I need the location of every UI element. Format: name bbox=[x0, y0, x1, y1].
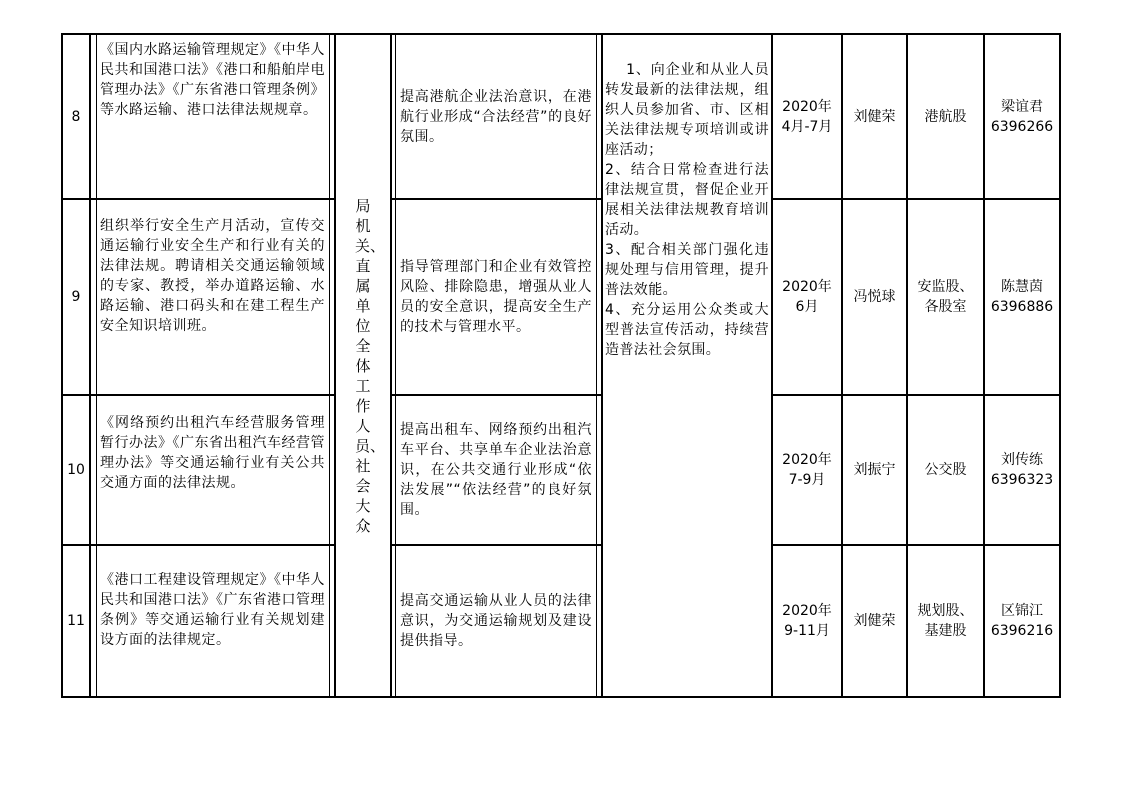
row-number: 8 bbox=[71, 108, 81, 125]
contact-cell: 区锦江 6396216 bbox=[990, 603, 1054, 639]
target-audience-cell: 局机关、直属单位全体工作人员、社会大众 bbox=[355, 196, 386, 535]
inner-col-border bbox=[329, 35, 330, 696]
contact-cell: 梁谊君 6396266 bbox=[990, 98, 1054, 135]
dept-cell: 安监股、各股室 bbox=[917, 279, 974, 315]
col-border bbox=[89, 34, 91, 697]
time-cell: 2020年6月 bbox=[782, 279, 832, 315]
law-content: 组织举行安全生产月活动，宣传交通运输行业安全生产和行业有关的法律法规。聘请相关交通运输领域的专家、教授，举办道路运输、水路运输、港口码头和在建工程生产安全知识培训班。 bbox=[100, 218, 325, 334]
time-cell: 2020年4月-7月 bbox=[781, 98, 833, 135]
row-number: 10 bbox=[67, 462, 85, 478]
row-border bbox=[61, 198, 334, 200]
row-number: 11 bbox=[67, 613, 85, 629]
col-border bbox=[1059, 34, 1061, 697]
leader-cell: 刘健荣 bbox=[853, 108, 896, 125]
time-cell: 2020年9-11月 bbox=[782, 603, 832, 639]
leader-cell: 刘振宁 bbox=[853, 462, 896, 478]
goal-text: 提高交通运输从业人员的法律意识，为交通运输规划及建设提供指导。 bbox=[400, 593, 592, 649]
goal-text: 提高港航企业法治意识，在港航行业形成“合法经营”的良好氛围。 bbox=[400, 88, 592, 145]
goal-text: 提高出租车、网络预约出租汽车平台、共享单车企业法治意识，在公共交通行业形成“依法发展”“依法经营”的良好氛围。 bbox=[400, 422, 592, 518]
inner-col-border bbox=[596, 35, 597, 696]
law-content: 《国内水路运输管理规定》《中华人民共和国港口法》《港口和船舶岸电管理办法》《广东省港口管理条例》等水路运输、港口法律法规规章。 bbox=[100, 42, 325, 118]
row-border bbox=[61, 394, 334, 396]
col-border bbox=[601, 34, 603, 697]
leader-cell: 刘健荣 bbox=[853, 613, 896, 629]
goal-text: 指导管理部门和企业有效管控风险、排除隐患，增强从业人员的安全意识，提高安全生产的技术与管理水平。 bbox=[400, 259, 592, 335]
col-border bbox=[390, 34, 392, 697]
table-bottom-border bbox=[61, 696, 1061, 698]
methods-cell: 1、向企业和从业人员转发最新的法律法规，组织人员参加省、市、区相关法律法规专项培训或讲座活动； 2、结合日常检查进行法律法规宣贯，督促企业开展相关法律法规教育培训活动。 3、配合相关部门强化违规处理与信用管理，提升普法效能。 4、充分运用公众类或大型普法宣传活动，持续营造普法社会氛围。 bbox=[605, 62, 769, 358]
contact-cell: 刘传练 6396323 bbox=[990, 452, 1054, 488]
leader-cell: 冯悦球 bbox=[853, 289, 896, 305]
dept-cell: 规划股、基建股 bbox=[917, 603, 974, 639]
time-cell: 2020年7-9月 bbox=[782, 452, 832, 488]
law-content: 《网络预约出租汽车经营服务管理暂行办法》《广东省出租汽车经营管理办法》等交通运输行业有关公共交通方面的法律法规。 bbox=[100, 415, 325, 491]
dept-cell: 港航股 bbox=[924, 108, 967, 125]
dept-cell: 公交股 bbox=[924, 462, 967, 478]
contact-cell: 陈慧茵 6396886 bbox=[990, 279, 1054, 315]
row-number: 9 bbox=[71, 289, 81, 305]
row-border bbox=[61, 544, 334, 546]
law-content: 《港口工程建设管理规定》《中华人民共和国港口法》《广东省港口管理条例》等交通运输行业有关规划建设方面的法律规定。 bbox=[100, 572, 325, 648]
